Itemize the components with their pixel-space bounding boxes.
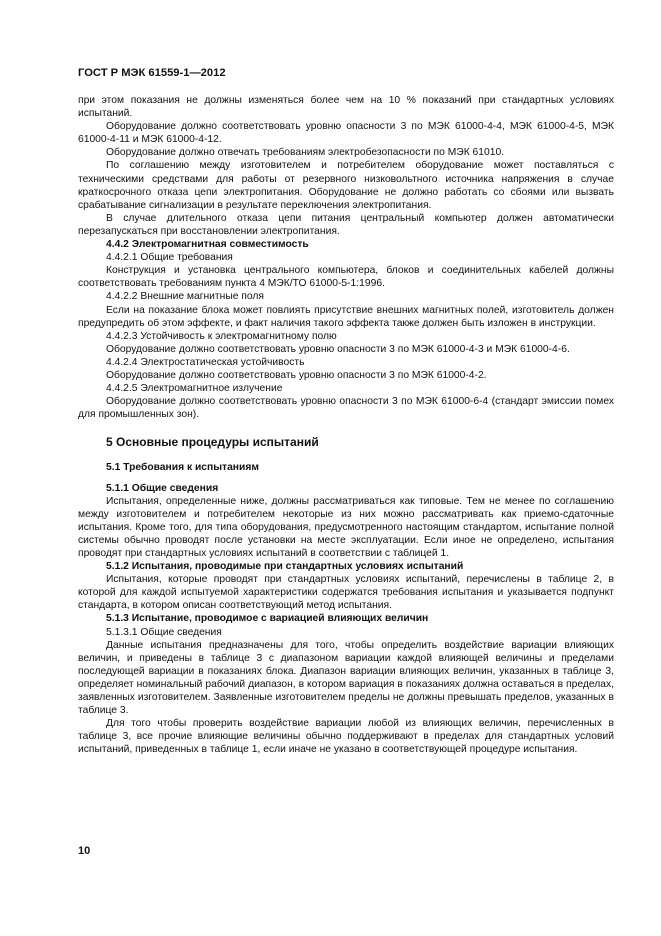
section-heading-5-1-3: 5.1.3 Испытание, проводимое с вариацией влияющих величин xyxy=(106,613,429,625)
page-number: 10 xyxy=(78,845,91,857)
subsection-heading: 4.4.2.2 Внешние магнитные поля xyxy=(106,291,264,303)
subsection-heading: 4.4.2.4 Электростатическая устойчивость xyxy=(106,356,305,368)
paragraph: Оборудование должно отвечать требованиям электробезопасности по МЭК 61010. xyxy=(106,147,505,159)
paragraph: Конструкция и установка центрального компьютера, блоков и соединительных кабелей должны соответствовать требованиям пункта 4 МЭК/ТО 61000-5-1:1996. xyxy=(78,265,614,290)
paragraph: Испытания, определенные ниже, должны рассматриваться как типовые. Тем не менее по соглашению между изготовителем и потребителем некоторые из них можно рассматривать как приемо-сдаточные испытания. Кроме того, для типа оборудования, предусмотренного настоящим стандартом, испытание полной системы обычно проводят после установки на месте эксплуатации. Если иное не определено, испытания проводят при стандартных условиях испытаний в соответствии с таблицей 1. xyxy=(78,495,614,559)
section-heading-5-1-1: 5.1.1 Общие сведения xyxy=(106,482,219,494)
paragraph: Для того чтобы проверить воздействие вариации любой из влияющих величин, перечисленных в таблице 3, все прочие влияющие величины обычно поддерживают в пределах для стандартных условий испытаний, приведенных в таблице 1, если иначе не указано в соответствующей процедуре испытания. xyxy=(78,718,614,756)
section-heading-5-1-2: 5.1.2 Испытания, проводимые при стандартных условиях испытаний xyxy=(106,561,464,573)
paragraph: Если на показание блока может повлиять присутствие внешних магнитных полей, изготовитель должен предупредить об этом эффекте, и факт наличия такого эффекта также должен быть изложен в инструкции. xyxy=(78,304,614,329)
paragraph: По соглашению между изготовителем и потребителем оборудование может поставляться с техническими средствами для работы от резервного низковольтного источника напряжения в случае краткосрочного отказа цепи электропитания. Оборудование не должно работать со сбоями или вызвать срабатывание сигнализации в результате переключения электропитания. xyxy=(78,160,614,211)
paragraph: Оборудование должно соответствовать уровню опасности 3 по МЭК 61000-4-2. xyxy=(106,369,487,381)
document-body xyxy=(78,94,614,757)
section-heading-4-4-2: 4.4.2 Электромагнитная совместимость xyxy=(106,239,309,251)
paragraph: Испытания, которые проводят при стандартных условиях испытаний, перечислены в таблице 2, в которой для каждой испытуемой характеристики содержатся требования испытания и указывается подпункт стандарта, в котором описан соответствующий метод испытания. xyxy=(78,574,614,612)
paragraph: Данные испытания предназначены для того, чтобы определить воздействие вариации влияющих величин, и приведены в таблице 3 с диапазоном вариации каждой влияющей величины и пределами последующей вариации в показаниях блока. Диапазон вариации влияющих величин, указанных в таблице 3, определяет номинальный рабочий диапазон, в котором вариация в показаниях должна оставаться в пределах, заявленных изготовителем. Заявленные изготовителем пределы не должны превышать пределов, указанных в таблице 3. xyxy=(78,639,614,717)
chapter-heading-5: 5 Основные процедуры испытаний xyxy=(106,435,319,450)
paragraph: при этом показания не должны изменяться более чем на 10 % показаний при стандартных условиях испытаний. xyxy=(78,95,614,120)
subsection-heading: 4.4.2.5 Электромагнитное излучение xyxy=(106,383,283,395)
document-header: ГОСТ Р МЭК 61559-1—2012 xyxy=(78,67,226,79)
paragraph: Оборудование должно соответствовать уровню опасности 3 по МЭК 61000-4-3 и МЭК 61000-4-6. xyxy=(106,343,570,355)
paragraph: Оборудование должно соответствовать уровню опасности 3 по МЭК 61000-6-4 (стандарт эмиссии помех для промышленных зон). xyxy=(78,396,614,421)
paragraph: В случае длительного отказа цепи питания центральный компьютер должен автоматически перезапускаться при восстановлении электропитания. xyxy=(78,212,614,237)
subsection-heading: 4.4.2.1 Общие требования xyxy=(106,252,233,264)
section-heading-5-1: 5.1 Требования к испытаниям xyxy=(106,462,259,474)
paragraph: Оборудование должно соответствовать уровню опасности 3 по МЭК 61000-4-4, МЭК 61000-4-5, МЭК 61000-4-11 и МЭК 61000-4-12. xyxy=(78,121,614,146)
subsection-heading: 5.1.3.1 Общие сведения xyxy=(106,626,222,638)
subsection-heading: 4.4.2.3 Устойчивость к электромагнитному полю xyxy=(106,330,337,342)
